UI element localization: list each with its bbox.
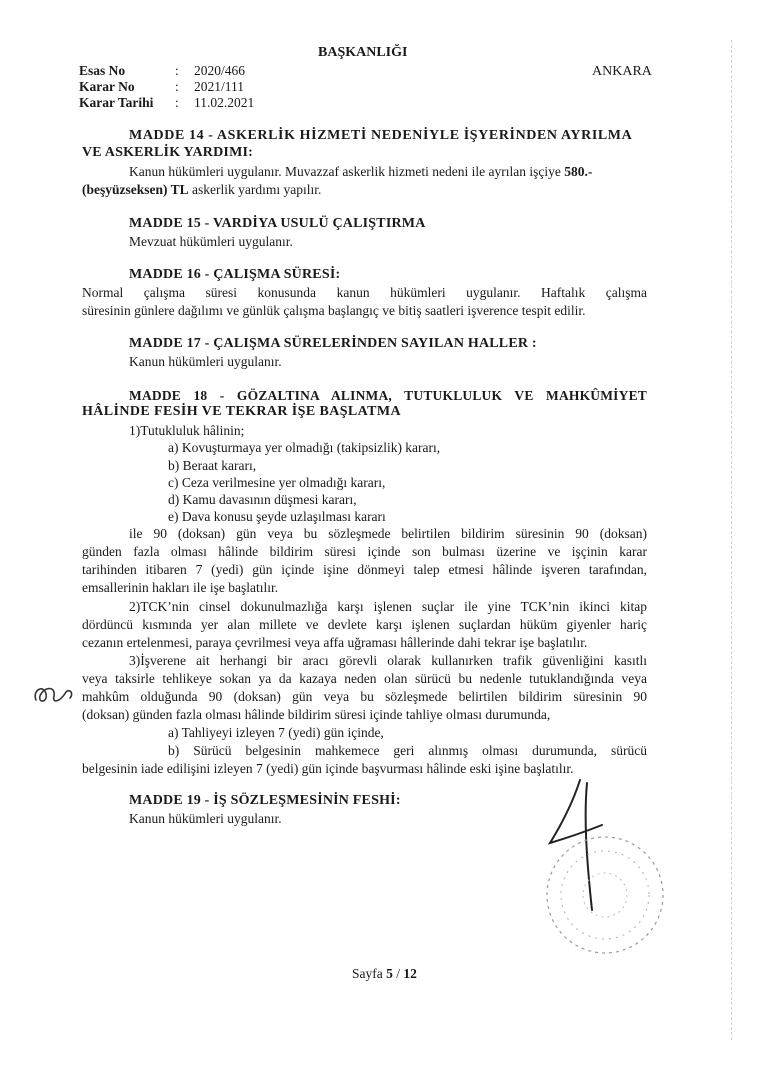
page-number (352, 965, 417, 982)
madde-14-title-cont: VE ASKERLİK YARDIMI: (82, 145, 253, 160)
madde-14-text: Kanun hükümleri uygulanır. Muvazzaf askerlik hizmeti nedeni ile ayrılan işçiye (129, 164, 565, 179)
madde-18-p2-line2: dördüncü kısmında yer alan millete ve devlete karşı işlenen suçlardan hüküm giyenler hariç (82, 617, 647, 632)
madde-18-p1-line1: ile 90 (doksan) gün veya bu sözleşmede belirtilen bildirim süresinin 90 (doksan) (129, 526, 647, 541)
karar-label: Karar No (79, 79, 135, 94)
list-item: d) Kamu davasının düşmesi kararı, (168, 492, 357, 507)
karar-value: 2021/111 (194, 79, 244, 94)
esas-value: 2020/466 (194, 63, 246, 78)
list-item: b) Beraat kararı, (168, 458, 257, 473)
madde-14-text-end: askerlik yardımı yapılır. (188, 182, 322, 197)
madde-18-title: MADDE 18 - GÖZALTINA ALINMA, TUTUKLULUK VE MAHKÛMİYET (129, 388, 647, 403)
madde-16-body-line2: süresinin günlere dağılımı ve günlük çalışma başlangıç ve bitiş saatleri işverence tespit edilir. (82, 303, 586, 318)
madde-18-p3-line4: (doksan) günden fazla olması hâlinde bildirim süresi içinde tahliye olması durumunda, (82, 707, 551, 722)
city-label: ANKARA (592, 64, 652, 79)
madde-18-p3-line3: mahkûm olduğunda 90 (doksan) gün veya bu sözleşmede belirtilen bildirim süresinin 90 (82, 689, 647, 704)
page-total: 12 (403, 966, 417, 981)
stamp-seal-icon (540, 830, 670, 960)
page-current: 5 (386, 966, 393, 981)
tarih-label: Karar Tarihi (79, 95, 154, 110)
madde-18-p1-line2: günden fazla olması hâlinde bildirim süresi içinde son bulması üzerine ve işçinin karar (82, 544, 647, 559)
madde-18-title-cont: HÂLİNDE FESİH VE TEKRAR İŞE BAŞLATMA (82, 404, 401, 419)
madde-15-body: Mevzuat hükümleri uygulanır. (129, 234, 293, 249)
tarih-colon: : (175, 95, 179, 110)
karar-colon: : (175, 79, 179, 94)
office-title: BAŞKANLIĞI (318, 45, 408, 60)
list-item: a) Kovuşturmaya yer olmadığı (takipsizlik) kararı, (168, 440, 441, 455)
tarih-value: 11.02.2021 (194, 95, 255, 110)
madde-14-amount-words: (beşyüzseksen) TL (82, 182, 189, 197)
esas-label: Esas No (79, 63, 126, 78)
madde-19-title: MADDE 19 - İŞ SÖZLEŞMESİNİN FESHİ: (129, 793, 401, 808)
list-item: c) Ceza verilmesine yer olmadığı kararı, (168, 475, 386, 490)
madde-18-p2-line3: cezanın ertelenmesi, paraya çevrilmesi veya affa uğraması hâllerinde dahi tekrar işe başlatılır. (82, 635, 588, 650)
list-item: e) Dava konusu şeyde uzlaşılması kararı (168, 509, 386, 524)
esas-colon: : (175, 63, 179, 78)
madde-18-p3-line1: 3)İşverene ait herhangi bir aracı görevli olarak kullanırken trafik güvenliğini kasıtlı (129, 653, 647, 668)
madde-17-body: Kanun hükümleri uygulanır. (129, 354, 282, 369)
madde-18-p1-line3: tarihinden itibaren 7 (yedi) gün içinde işine dönmeyi talep etmesi hâlinde işveren tarafından, (82, 562, 647, 577)
list-item: a) Tahliyeyi izleyen 7 (yedi) gün içinde, (168, 725, 384, 740)
madde-16-title: MADDE 16 - ÇALIŞMA SÜRESİ: (129, 267, 341, 282)
madde-18-p3-line2: veya taksirle tehlikeye sokan ya da kazaya neden olan sürücü bu nedenle tutuklandığında veya (82, 671, 647, 686)
madde-16-body-line1: Normal çalışma süresi konusunda kanun hükümleri uygulanır. Haftalık çalışma (82, 285, 647, 300)
madde-18-p3-end: belgesinin iade edilişini izleyen 7 (yedi) gün içinde başvurması hâlinde eski işine başlatılır. (82, 761, 574, 776)
list-item: b) Sürücü belgesinin mahkemece geri alınmış olması durumunda, sürücü (168, 743, 647, 758)
madde-19-body: Kanun hükümleri uygulanır. (129, 811, 282, 826)
madde-18-p1-line4: emsallerinin hakları ile işe başlatılır. (82, 580, 279, 595)
margin-initials-icon (30, 680, 80, 710)
madde-17-title: MADDE 17 - ÇALIŞMA SÜRELERİNDEN SAYILAN HALLER : (129, 336, 537, 351)
scan-edge-line (731, 40, 734, 1040)
madde-14-amount: 580.- (564, 164, 593, 179)
madde-14-body-line1 (129, 163, 592, 180)
madde-15-title: MADDE 15 - VARDİYA USULÜ ÇALIŞTIRMA (129, 216, 426, 231)
madde-14-body-line2 (82, 181, 321, 198)
madde-18-intro: 1)Tutukluluk hâlinin; (129, 423, 245, 438)
madde-14-title: MADDE 14 - ASKERLİK HİZMETİ NEDENİYLE İŞYERİNDEN AYRILMA (129, 128, 633, 143)
madde-18-p2-line1: 2)TCK’nin cinsel dokunulmazlığa karşı işlenen suçlar ile yine TCK’nin ikinci kitap (129, 599, 647, 614)
page-separator: / (392, 966, 404, 981)
page-label: Sayfa (352, 966, 387, 981)
